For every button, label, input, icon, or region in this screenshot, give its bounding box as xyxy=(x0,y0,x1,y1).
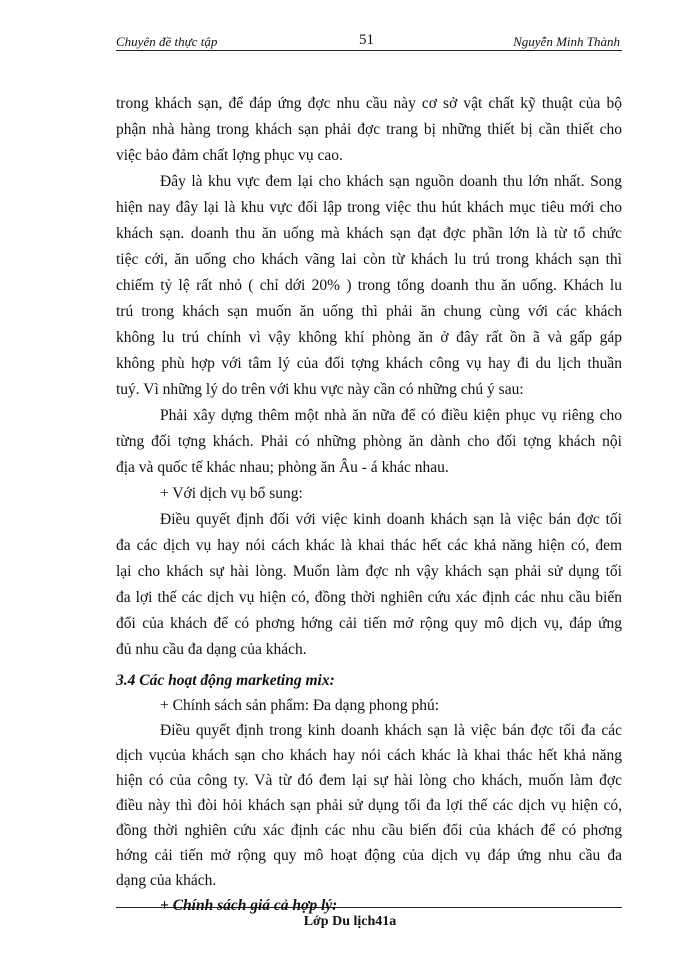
body-line: khách sạn. doanh thu ăn uống mà khách sạn đạt đợc phần lớn là từ tổ chức xyxy=(116,225,622,242)
subsection-heading: + Chính sách giá cả hợp lý: xyxy=(160,897,338,914)
body-line: trong khách sạn, để đáp ứng đợc nhu cầu này cơ sở vật chất kỹ thuật của bộ xyxy=(116,95,622,112)
body-line: hiện có của công ty. Và từ đó đem lại sự hài lòng cho khách, muốn làm đợc xyxy=(116,772,622,789)
body-line: đồng thời nghiên cứu xác định các nhu cầu biến đổi của khách để có phơng xyxy=(116,822,622,839)
body-line: tiệc cới, ăn uống cho khách vãng lai còn từ khách lu trú trong khách sạn thì xyxy=(116,251,622,268)
body-line: chiếm tỷ lệ rất nhỏ ( chỉ dới 20% ) trong tổng doanh thu ăn uống. Khách lu xyxy=(116,277,622,294)
body-line: điều này thì đòi hỏi khách sạn phải sử dụng tối đa lợi thế các dịch vụ hiện có, xyxy=(116,797,622,814)
page-footer: Lớp Du lịch41a xyxy=(303,914,397,929)
body-line: đổi của khách để có phơng hớng cải tiến mở rộng quy mô dịch vụ, đáp ứng xyxy=(116,615,622,632)
body-line: đa lợi thế các dịch vụ hiện có, đồng thời nghiên cứu xác định các nhu cầu biến xyxy=(116,589,622,606)
header-document-title: Chuyên đề thực tập xyxy=(116,34,218,49)
body-line: + Chính sách sản phẩm: Đa dạng phong phú: xyxy=(160,697,440,714)
body-line: hiện nay đây lại là khu vực đối lập trong việc thu hút khách mục tiêu mới cho xyxy=(116,199,622,216)
header-author: Nguyễn Minh Thành xyxy=(513,34,620,49)
body-line: Điều quyết định trong kinh doanh khách sạn là việc bán đợc tối đa các xyxy=(160,722,622,739)
body-line: không phù hợp với tâm lý của đối tợng khách công vụ hay đi du lịch thuần xyxy=(116,355,622,372)
body-line: đủ nhu cầu đa dạng của khách. xyxy=(116,641,307,658)
body-line: trú trong khách sạn muốn ăn uống thì phải ăn chung cùng với các khách xyxy=(116,303,622,320)
body-line: lại cho khách sự hài lòng. Muốn làm đợc nh vậy khách sạn phải sử dụng tối xyxy=(116,563,622,580)
body-line: Phải xây dựng thêm một nhà ăn nữa để có điều kiện phục vụ riêng cho xyxy=(160,407,622,424)
body-line: hớng cải tiến mở rộng quy mô hoạt động của dịch vụ đáp ứng nhu cầu đa xyxy=(116,847,622,864)
body-line: không lu trú chính vì vậy không khí phòng ăn ở đây rất ồn ã và gấp gáp xyxy=(116,329,622,346)
body-line: Điều quyết định đối với việc kinh doanh khách sạn là việc bán đợc tối xyxy=(160,511,622,528)
page-number: 51 xyxy=(359,32,374,48)
body-line: dạng của khách. xyxy=(116,872,217,889)
page-header xyxy=(116,32,622,51)
body-line: việc bảo đảm chất lợng phục vụ cao. xyxy=(116,147,343,164)
body-line: địa và quốc tế khác nhau; phòng ăn Âu - á khác nhau. xyxy=(116,459,449,476)
body-line: Đây là khu vực đem lại cho khách sạn nguồn doanh thu lớn nhất. Song xyxy=(160,173,622,190)
body-line: đa các dịch vụ hay nói cách khác là khai thác hết các khả năng hiện có, đem xyxy=(116,537,622,554)
body-line: dịch vụcủa khách sạn cho khách hay nói cách khác là khai thác hết khả năng xyxy=(116,747,622,764)
body-line: từng đối tợng khách. Phải có những phòng ăn dành cho đối tợng khách nội xyxy=(116,433,622,450)
section-heading: 3.4 Các hoạt động marketing mix: xyxy=(116,672,335,689)
body-line: phận nhà hàng trong khách sạn phải đợc trang bị những thiết bị cần thiết cho xyxy=(116,121,622,138)
body-line: + Với dịch vụ bổ sung: xyxy=(160,485,303,502)
body-line: tuý. Vì những lý do trên với khu vực này cần có những chú ý sau: xyxy=(116,381,524,398)
